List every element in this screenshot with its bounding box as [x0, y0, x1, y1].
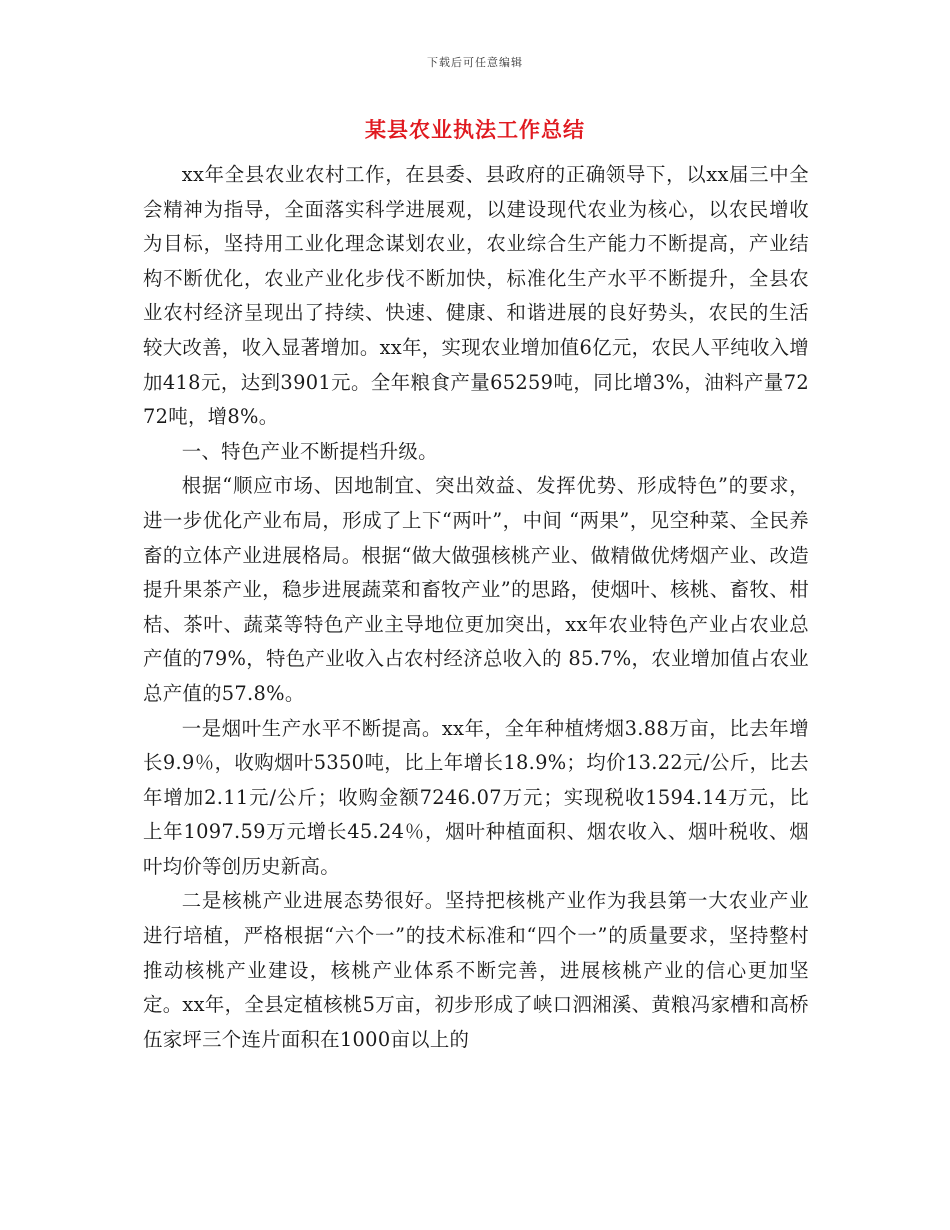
document-body [143, 158, 809, 1057]
document-title: 某县农业执法工作总结 [365, 117, 585, 142]
paragraph-industry-layout: 根据“顺应市场、因地制宜、突出效益、发挥优势、形成特色”的要求，进一步优化产业布局，形成了上下“两叶”，中间 “两果”，见空种菜、全民养畜的立体产业进展格局。根据“做大做强核桃产业、做精做优烤烟产业、改造提升果茶产业，稳步进展蔬菜和畜牧产业”的思路，使烟叶、核桃、畜牧、柑桔、茶叶、蔬菜等特色产业主导地位更加突出，xx年农业特色产业占农业总产值的79%，特色产业收入占农村经济总收入的 85.7%，农业增加值占农业总产值的57.8%。 [143, 474, 809, 705]
paragraph-walnut: 二是核桃产业进展态势很好。坚持把核桃产业作为我县第一大农业产业进行培植，严格根据“六个一”的技术标准和“四个一”的质量要求，坚持整村推动核桃产业建设，核桃产业体系不断完善，进展核桃产业的信心更加坚定。xx年，全县定植核桃5万亩，初步形成了峡口泗湘溪、黄粮冯家槽和高桥伍家坪三个连片面积在1000亩以上的 [143, 889, 809, 1051]
paragraph-section-heading: 一、特色产业不断提档升级。 [181, 439, 438, 463]
header-note: 下载后可任意编辑 [427, 56, 523, 69]
paragraph-tobacco: 一是烟叶生产水平不断提高。xx年，全年种植烤烟3.88万亩，比去年增长9.9％，收购烟叶5350吨，比上年增长18.9%；均价13.22元/公斤，比去年增加2.11元/公斤；收购金额7246.07万元；实现税收1594.14万元，比上年1097.59万元增长45.24％，烟叶种植面积、烟农收入、烟叶税收、烟叶均价等创历史新高。 [143, 716, 809, 878]
paragraph-intro: xx年全县农业农村工作，在县委、县政府的正确领导下，以xx届三中全会精神为指导，全面落实科学进展观，以建设现代农业为核心，以农民增收为目标，坚持用工业化理念谋划农业，农业综合生产能力不断提高，产业结构不断优化，农业产业化步伐不断加快，标准化生产水平不断提升，全县农业农村经济呈现出了持续、快速、健康、和谐进展的良好势头，农民的生活较大改善，收入显著增加。xx年，实现农业增加值6亿元，农民人平纯收入增加418元，达到3901元。全年粮食产量65259吨，同比增3%，油料产量7272吨，增8%。 [143, 163, 809, 429]
